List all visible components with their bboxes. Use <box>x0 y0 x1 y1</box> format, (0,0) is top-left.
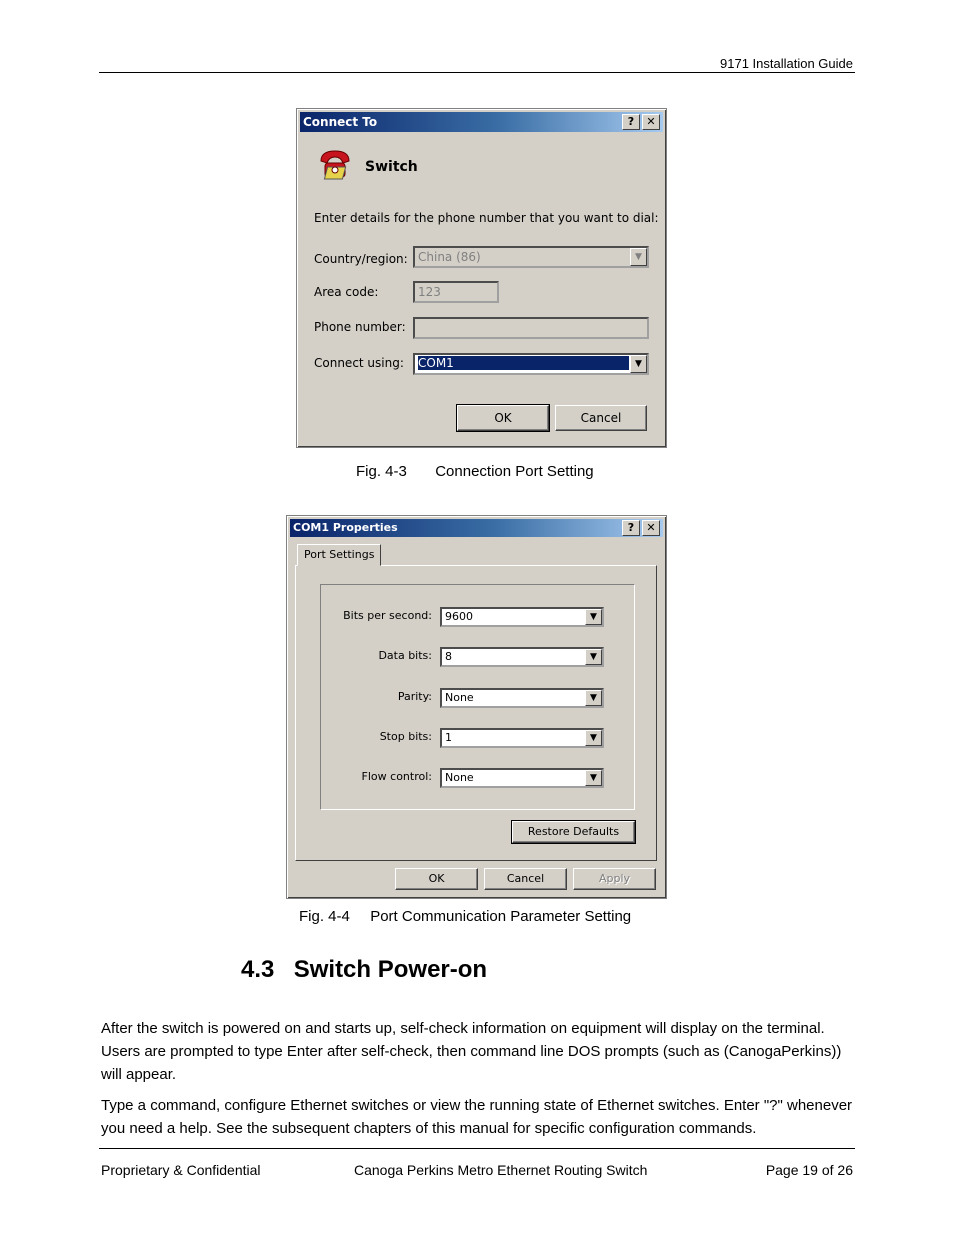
field-value: 9600 <box>445 610 473 623</box>
help-button[interactable]: ? <box>622 520 640 536</box>
connect-using-value: COM1 <box>418 356 629 370</box>
connection-name: Switch <box>365 159 418 175</box>
help-button[interactable]: ? <box>622 114 640 130</box>
chevron-down-icon[interactable]: ▼ <box>585 649 602 665</box>
field-value: None <box>445 691 474 704</box>
field-select[interactable] <box>440 768 604 788</box>
section-number: 4.3 <box>241 956 275 983</box>
connect-using-select[interactable] <box>413 353 649 375</box>
figure-label: Fig. 4-3 <box>356 463 407 480</box>
paragraph: After the switch is powered on and starts up, self-check information on equipment will display on the terminal. Users are prompted to type Enter after self-check, then command line DOS prompts (such as (CanogaPerkins)) will appear. <box>101 1020 842 1083</box>
dial-prompt: Enter details for the phone number that you want to dial: <box>314 211 659 225</box>
area-code-input[interactable]: 123 <box>413 281 499 303</box>
chevron-down-icon[interactable]: ▼ <box>585 609 602 625</box>
com1-properties-dialog <box>286 515 667 899</box>
tab-port-settings[interactable]: Port Settings <box>297 544 381 566</box>
country-label: Country/region: <box>314 252 408 266</box>
phone-number-input[interactable] <box>413 317 649 339</box>
figure-text: Port Communication Parameter Setting <box>370 908 632 925</box>
connect-to-dialog <box>296 108 667 448</box>
figure-text: Connection Port Setting <box>435 463 594 480</box>
dialog-title: Connect To <box>303 115 378 129</box>
chevron-down-icon[interactable]: ▼ <box>630 248 647 266</box>
chevron-down-icon[interactable]: ▼ <box>585 730 602 746</box>
close-button[interactable]: ✕ <box>642 520 660 536</box>
field-label: Flow control: <box>361 770 432 783</box>
footer-right: Page 19 of 26 <box>765 1162 853 1178</box>
footer-left: Proprietary & Confidential <box>101 1162 261 1178</box>
section-title: Switch Power-on <box>293 956 488 983</box>
field-value: 1 <box>445 731 452 744</box>
field-select[interactable] <box>440 607 604 627</box>
phone-icon <box>315 147 355 183</box>
field-value: None <box>445 771 474 784</box>
field-select[interactable] <box>440 688 604 708</box>
restore-defaults-button[interactable]: Restore Defaults <box>512 821 635 843</box>
area-code-label: Area code: <box>314 285 379 299</box>
section-heading <box>241 956 487 984</box>
field-label: Parity: <box>397 690 432 703</box>
country-select[interactable] <box>413 246 649 268</box>
dialog-titlebar <box>300 112 663 132</box>
cancel-button[interactable]: Cancel <box>484 868 567 890</box>
footer-center: Canoga Perkins Metro Ethernet Routing Switch <box>354 1162 648 1178</box>
dialog-titlebar <box>290 519 663 537</box>
field-label: Bits per second: <box>343 609 432 622</box>
ok-button[interactable]: OK <box>395 868 478 890</box>
field-label: Data bits: <box>378 649 432 662</box>
chevron-down-icon[interactable]: ▼ <box>585 770 602 786</box>
figure-caption-4-3 <box>356 463 594 480</box>
paragraph: Type a command, configure Ethernet switches or view the running state of Ethernet switches. Enter "?" whenever you need a help. See the subsequent chapters of this manual for specific configuration commands. <box>101 1097 853 1137</box>
field-value: 8 <box>445 650 452 663</box>
field-select[interactable] <box>440 728 604 748</box>
figure-label: Fig. 4-4 <box>299 908 350 925</box>
chevron-down-icon[interactable]: ▼ <box>630 355 647 373</box>
connect-using-label: Connect using: <box>314 356 404 370</box>
ok-button[interactable]: OK <box>457 405 549 431</box>
page-footer <box>99 1148 855 1178</box>
field-label: Stop bits: <box>379 730 432 743</box>
apply-button[interactable]: Apply <box>573 868 656 890</box>
chevron-down-icon[interactable]: ▼ <box>585 690 602 706</box>
page-header <box>99 56 855 73</box>
phone-number-label: Phone number: <box>314 320 406 334</box>
figure-caption-4-4 <box>299 908 631 925</box>
country-value: China (86) <box>418 250 481 264</box>
dialog-title: COM1 Properties <box>293 521 398 534</box>
field-select[interactable] <box>440 647 604 667</box>
document-title: 9171 Installation Guide <box>720 56 853 71</box>
cancel-button[interactable]: Cancel <box>555 405 647 431</box>
close-button[interactable]: ✕ <box>642 114 660 130</box>
